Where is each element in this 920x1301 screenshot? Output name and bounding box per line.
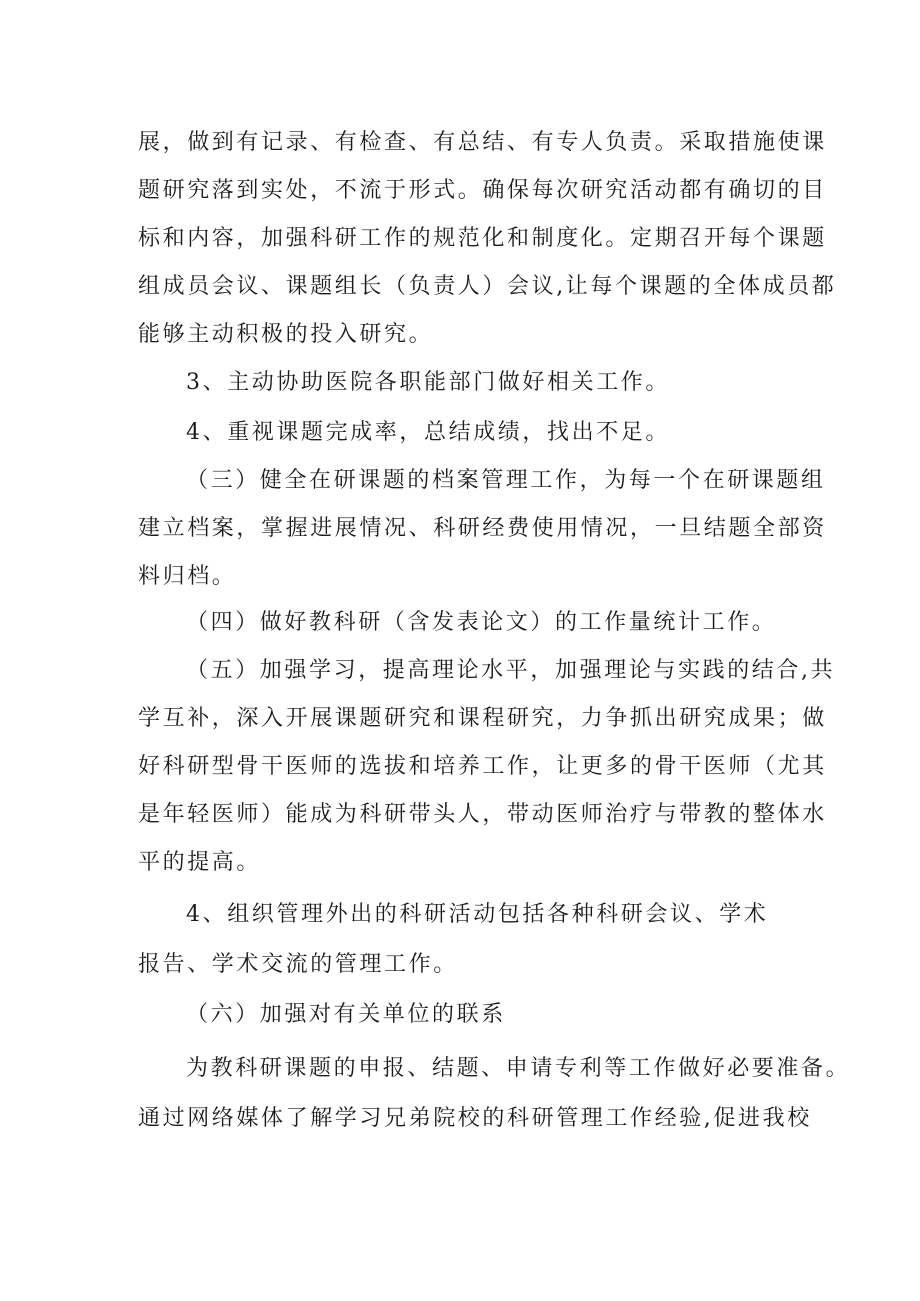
paragraph-line: 学互补，深入开展课题研究和课程研究，力争抓出研究成果；做 [138, 706, 827, 731]
paragraph-line: 组成员会议、课题组长（负责人）会议,让每个课题的全体成员都 [138, 274, 837, 299]
section-heading: （四）做好教科研（含发表论文）的工作量统计工作。 [186, 610, 777, 635]
paragraph-line: 标和内容，加强科研工作的规范化和制度化。定期召开每个课题 [138, 226, 827, 251]
paragraph-line: 料归档。 [138, 564, 237, 589]
paragraph-line: 建立档案，掌握进展情况、科研经费使用情况，一旦结题全部资 [138, 516, 827, 541]
paragraph-line: 能够主动积极的投入研究。 [138, 322, 434, 347]
list-item: 4、组织管理外出的科研活动包括各种科研会议、学术 [186, 902, 769, 927]
paragraph-line: 展，做到有记录、有检查、有总结、有专人负责。采取措施使课 [138, 130, 827, 155]
paragraph-line: 好科研型骨干医师的选拔和培养工作，让更多的骨干医师（尤其 [138, 754, 827, 779]
section-heading: （六）加强对有关单位的联系 [186, 1002, 506, 1027]
paragraph-line: 是年轻医师）能成为科研带头人，带动医师治疗与带教的整体水 [138, 802, 827, 827]
list-item: 3、主动协助医院各职能部门做好相关工作。 [186, 370, 670, 395]
paragraph-line: 报告、学术交流的管理工作。 [138, 952, 458, 977]
paragraph-line: 为教科研课题的申报、结题、申请专利等工作做好必要准备。 [186, 1056, 851, 1081]
paragraph-line: 平的提高。 [138, 850, 262, 875]
section-heading: （三）健全在研课题的档案管理工作，为每一个在研课题组 [186, 468, 826, 493]
section-heading: （五）加强学习，提高理论水平，加强理论与实践的结合,共 [186, 658, 836, 683]
paragraph-line: 通过网络媒体了解学习兄弟院校的科研管理工作经验,促进我校 [138, 1106, 812, 1131]
paragraph-line: 题研究落到实处，不流于形式。确保每次研究活动都有确切的目 [138, 178, 827, 203]
list-item: 4、重视课题完成率，总结成绩，找出不足。 [186, 420, 670, 445]
